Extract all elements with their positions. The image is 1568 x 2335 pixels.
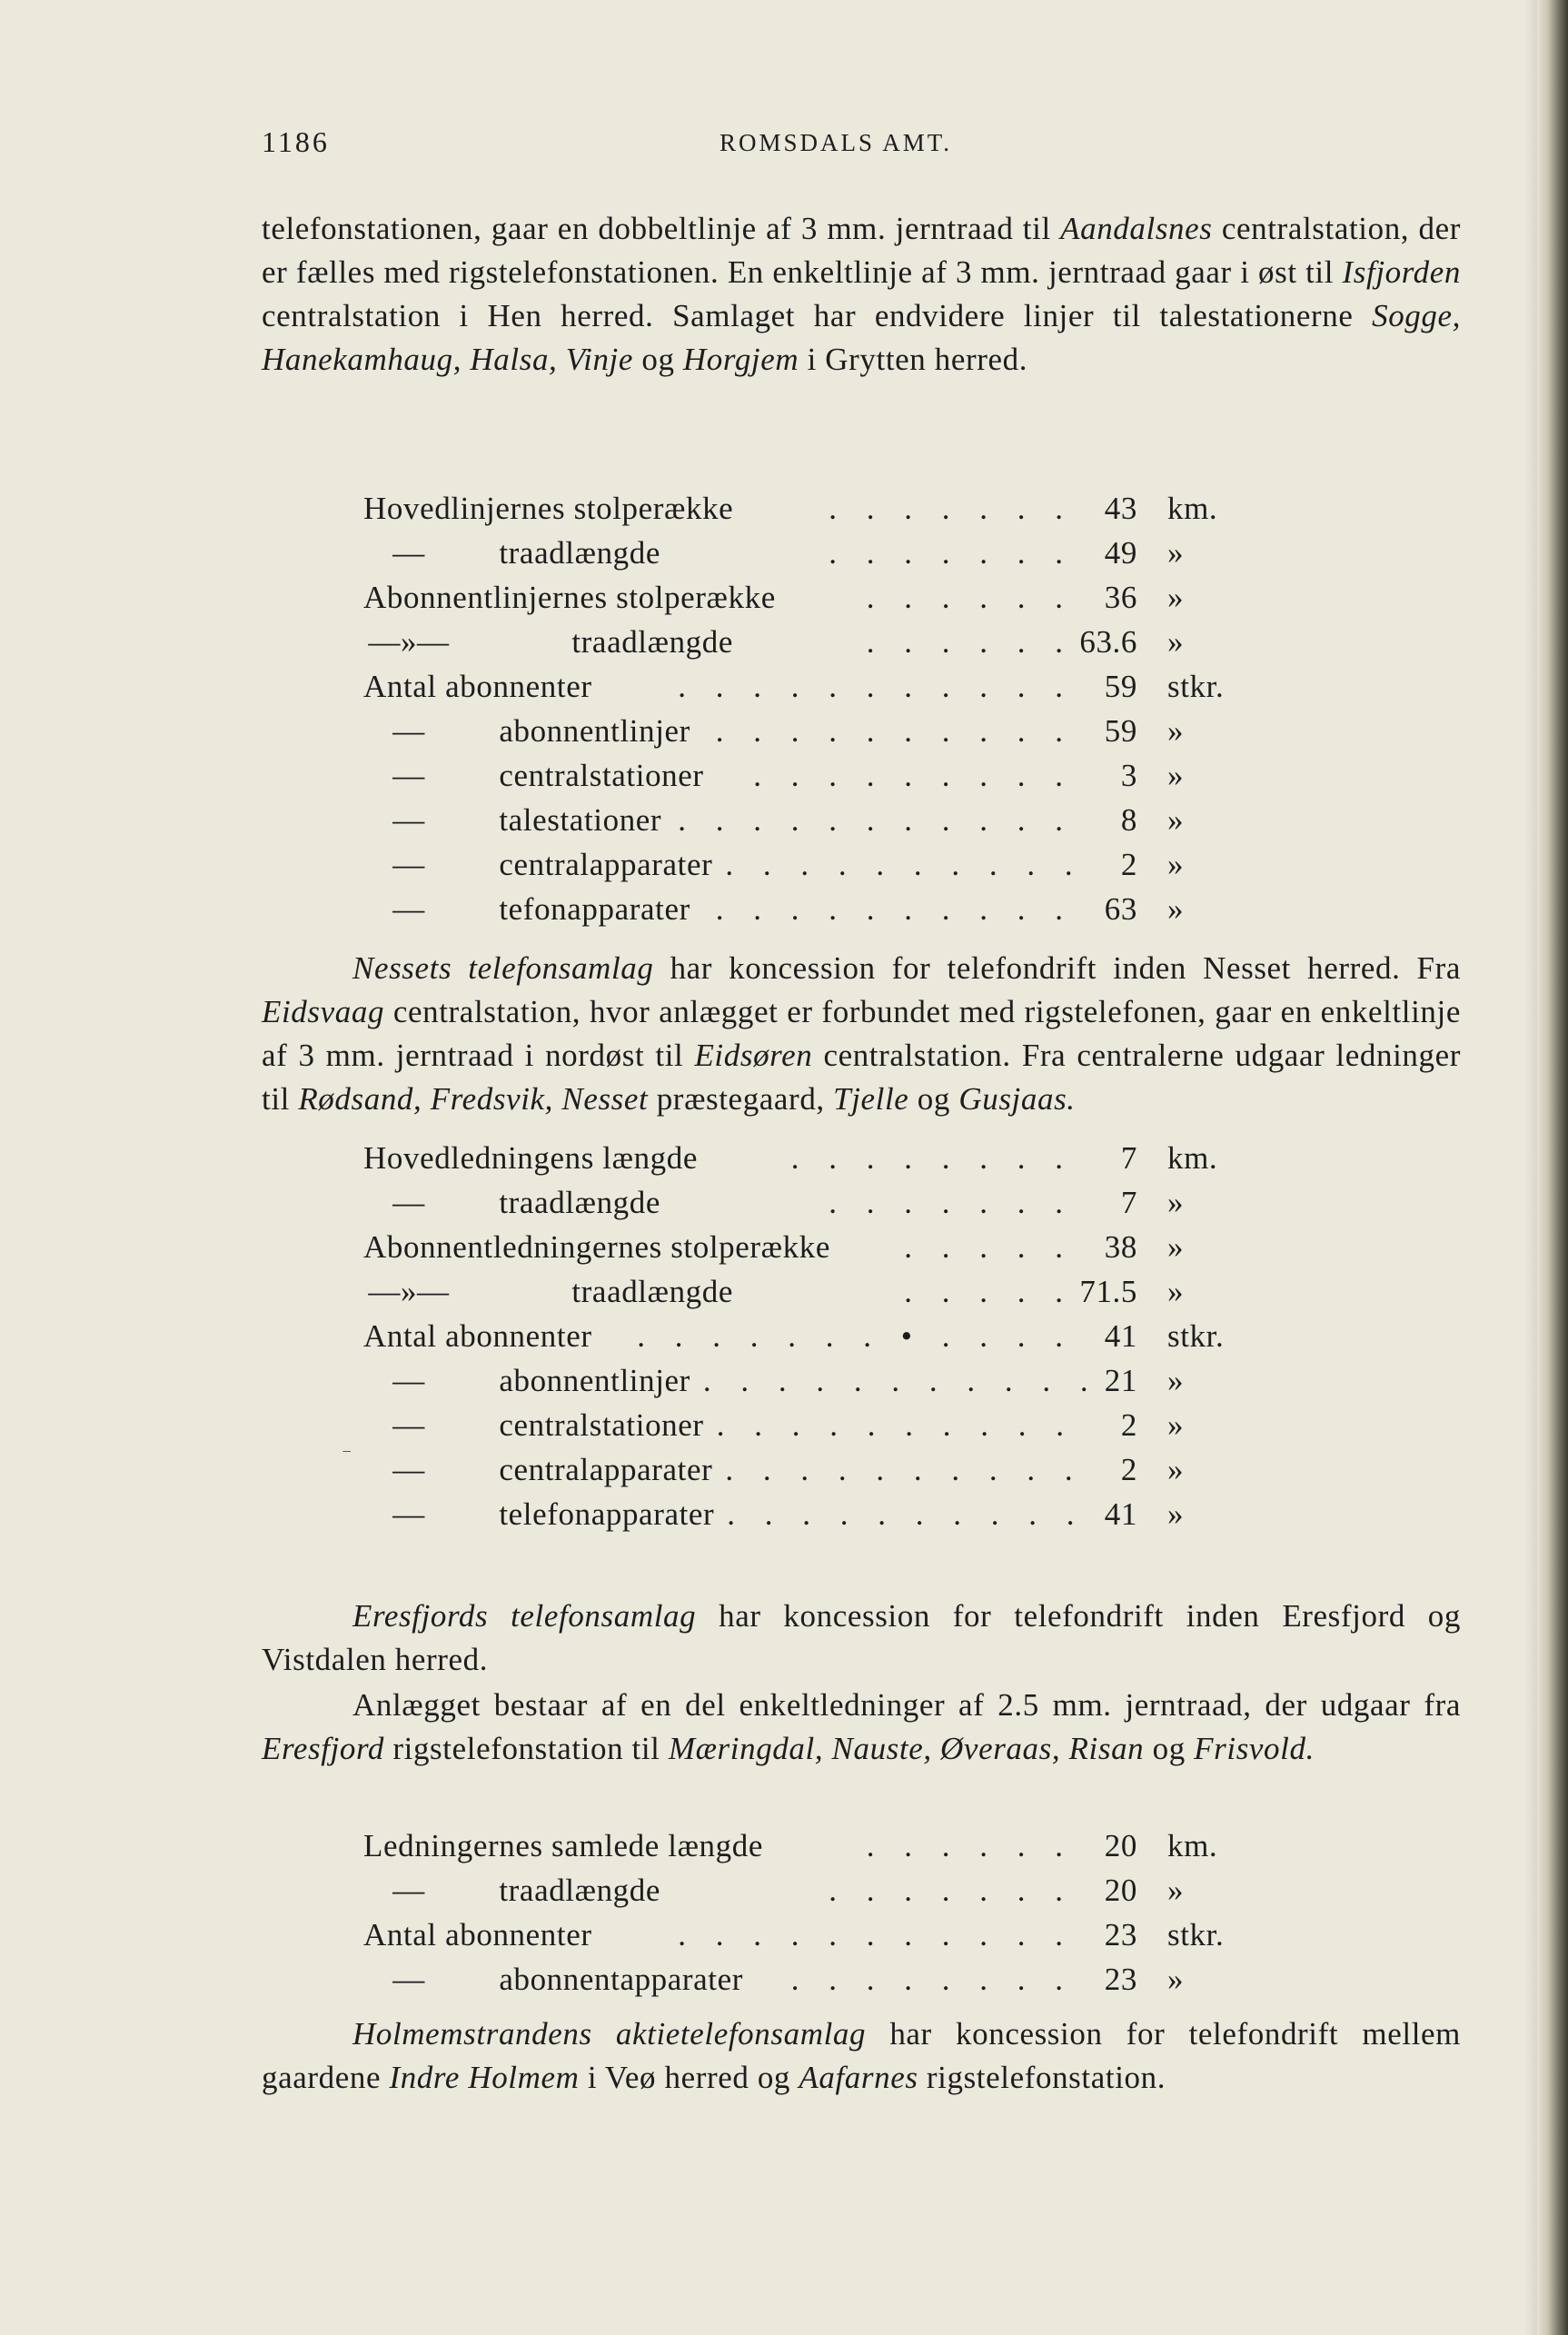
row-label-text: traadlængde: [491, 535, 661, 571]
row-label: [363, 1140, 698, 1177]
row-label-text: centralstationer: [491, 1407, 704, 1443]
row-label-text: tefonapparater: [491, 891, 690, 927]
table-row: [363, 1407, 1408, 1452]
row-value: 63: [1104, 891, 1137, 927]
row-label-text: centralstationer: [491, 758, 704, 793]
row-value: 2: [1120, 1452, 1137, 1487]
leader-dots: . . . . .: [904, 1229, 1074, 1265]
row-value: 41: [1104, 1496, 1137, 1532]
ditto-mark: —: [392, 1496, 425, 1532]
row-label: [363, 1962, 743, 1998]
row-label: [363, 1229, 830, 1266]
row-unit: »: [1167, 713, 1185, 749]
italic-name: Nessets telefonsamlag: [352, 950, 654, 986]
row-unit: stkr.: [1167, 669, 1225, 704]
running-title: ROMSDALS AMT.: [719, 129, 953, 156]
row-label: [363, 669, 592, 705]
leader-dots: . . . . . .: [866, 580, 1074, 615]
row-label: [363, 758, 704, 794]
table-eresfjord-stats: [363, 1828, 1408, 2006]
table-row: [363, 535, 1408, 580]
leader-dots: . . . . . . . . . . .: [702, 1363, 1099, 1398]
row-unit: »: [1167, 802, 1185, 838]
italic-name: Eidsvaag: [262, 994, 385, 1029]
row-value: 2: [1120, 847, 1137, 882]
row-unit: stkr.: [1167, 1318, 1225, 1354]
row-value: 7: [1120, 1185, 1137, 1220]
row-value: 23: [1104, 1917, 1137, 1952]
row-label-text: telefonapparater: [491, 1496, 715, 1532]
italic-name: Holmemstrandens aktietelefonsamlag: [352, 2016, 867, 2052]
leader-dots: . . . . . . . . . . .: [678, 802, 1074, 838]
page-header: [262, 125, 1461, 171]
row-value: 2: [1120, 1407, 1137, 1443]
row-label-text: Hovedlinjernes stolperække: [363, 491, 734, 526]
row-value: 38: [1104, 1229, 1137, 1265]
table-row: [363, 1185, 1408, 1229]
row-value: 8: [1120, 802, 1137, 838]
row-unit: »: [1167, 1407, 1185, 1443]
row-label: [363, 1917, 592, 1953]
row-value: 23: [1104, 1962, 1137, 1997]
row-label: [363, 624, 733, 661]
table-row: [363, 1318, 1408, 1363]
page-edge: [1537, 0, 1568, 2335]
leader-dots: . . . . .: [904, 1274, 1074, 1309]
row-value: 36: [1104, 580, 1137, 615]
text-run: og: [633, 342, 683, 377]
row-label-text: traadlængde: [491, 1873, 661, 1908]
row-value: 63.6: [1079, 624, 1137, 660]
leader-dots: . . . . . . . . .: [753, 758, 1074, 793]
italic-name: Isfjorden: [1342, 254, 1461, 290]
row-label: [363, 535, 660, 571]
table-row: [363, 1229, 1408, 1274]
leader-dots: . . . . . .: [866, 1828, 1074, 1863]
row-unit: stkr.: [1167, 1917, 1225, 1952]
row-value: 59: [1104, 669, 1137, 704]
row-value: 59: [1104, 713, 1137, 749]
leader-dots: . . . . . . . . . .: [715, 891, 1074, 927]
row-unit: »: [1167, 758, 1185, 793]
leader-dots: . . . . . . . . . . .: [678, 669, 1074, 704]
row-value: 20: [1104, 1873, 1137, 1908]
row-label-text: Abonnentledningernes stolperække: [363, 1229, 830, 1265]
table-row: [363, 624, 1408, 669]
text-run: centralstation. Fra centralerne udgaar ledninger til: [262, 1038, 1462, 1117]
ditto-mark: —: [392, 847, 425, 882]
ditto-mark: —: [392, 1873, 425, 1908]
leader-dots: . . . . . .: [866, 624, 1074, 660]
italic-name: Eidsøren: [694, 1038, 813, 1073]
row-label: [363, 1496, 714, 1533]
paragraph-eresfjord: [262, 1595, 1461, 1682]
row-label: [363, 802, 661, 839]
paragraph-holmemstrand: [262, 2012, 1461, 2100]
row-unit: »: [1167, 535, 1185, 571]
row-value: 41: [1104, 1318, 1137, 1354]
row-label: [363, 1407, 704, 1444]
row-value: 49: [1104, 535, 1137, 571]
row-value: 7: [1120, 1140, 1137, 1176]
italic-name: Aafarnes: [799, 2060, 918, 2095]
row-value: 43: [1104, 491, 1137, 526]
italic-name: Tjelle: [833, 1081, 909, 1117]
row-label: [363, 891, 690, 928]
row-label: [363, 1318, 592, 1355]
ditto-mark: —»—: [368, 1274, 450, 1309]
row-label: [363, 1452, 712, 1488]
row-label-text: abonnentlinjer: [491, 1363, 690, 1398]
table-row: [363, 1917, 1408, 1962]
row-label: [363, 1828, 763, 1864]
leader-dots: . . . . . . . .: [790, 1140, 1074, 1176]
table-row: [363, 491, 1408, 535]
table-row: [363, 669, 1408, 713]
paragraph-nesset: [262, 947, 1461, 1121]
leader-dots: . . . . . . . . . .: [716, 1407, 1075, 1443]
text-run: rigstelefonstation til: [384, 1731, 669, 1766]
row-label-text: Antal abonnenter: [363, 1318, 592, 1354]
row-unit: »: [1167, 891, 1185, 927]
ditto-mark: —: [392, 1363, 425, 1398]
row-label-text: abonnentapparater: [491, 1962, 744, 1997]
row-label: [363, 713, 690, 750]
row-value: 3: [1120, 758, 1137, 793]
row-unit: km.: [1167, 1140, 1218, 1176]
italic-name: Horgjem: [682, 342, 799, 377]
row-label: [363, 1363, 690, 1399]
row-label: [363, 1873, 660, 1909]
table-row: [363, 758, 1408, 802]
row-value: 21: [1104, 1363, 1137, 1398]
table-row: [363, 580, 1408, 624]
table-romsdal-stats: [363, 491, 1408, 936]
leader-dots: . . . . . . .: [829, 535, 1074, 571]
text-run: i Grytten herred.: [799, 342, 1028, 377]
row-label-text: Abonnentlinjernes stolperække: [363, 580, 776, 615]
row-unit: »: [1167, 1185, 1185, 1220]
row-label: [363, 491, 733, 527]
table-row: [363, 1828, 1408, 1873]
row-value: 20: [1104, 1828, 1137, 1863]
row-label-text: Antal abonnenter: [363, 669, 592, 704]
leader-dots: . . . . . . . . . . .: [678, 1917, 1074, 1952]
text-run: har koncession for telefondrift inden Eresfjord og Vistdalen herred.: [262, 1598, 1461, 1677]
ditto-mark: —: [392, 1185, 425, 1220]
table-row: [363, 1452, 1408, 1496]
leader-dots: . . . . . . .: [829, 1873, 1074, 1908]
ditto-mark: —: [392, 1452, 425, 1487]
row-unit: »: [1167, 1274, 1185, 1309]
ditto-mark: —: [392, 891, 425, 927]
ditto-mark: —: [392, 713, 425, 749]
row-unit: km.: [1167, 1828, 1218, 1863]
row-label-text: centralapparater: [491, 847, 713, 882]
row-label: [363, 1274, 733, 1310]
text-run: centralstation, der er fælles med rigstelefonstationen. En enkeltlinje af 3 mm. jerntraad gaar i øst til: [262, 211, 1461, 290]
table-row: [363, 891, 1408, 936]
row-unit: »: [1167, 1363, 1185, 1398]
leader-dots: . . . . . . . . . .: [725, 1452, 1084, 1487]
row-label: [363, 580, 776, 616]
text-run: præstegaard,: [648, 1081, 834, 1117]
row-unit: »: [1167, 1962, 1185, 1997]
text-run: rigstelefonstation.: [918, 2060, 1166, 2095]
page-number: 1186: [262, 125, 330, 158]
italic-name: Frisvold.: [1194, 1731, 1315, 1766]
row-unit: »: [1167, 1496, 1185, 1532]
table-row: [363, 1496, 1408, 1541]
row-label-text: traadlængde: [563, 624, 734, 660]
ditto-mark: —: [392, 535, 425, 571]
text-run: har koncession for telefondrift inden Nesset herred. Fra: [653, 950, 1461, 986]
row-unit: km.: [1167, 491, 1218, 526]
table-row: [363, 802, 1408, 847]
italic-name: Eresfjords telefonsamlag: [352, 1598, 697, 1634]
italic-name: Mæringdal, Nauste, Øveraas, Risan: [668, 1731, 1145, 1766]
text-run: har koncession for telefondrift mellem gaardene: [262, 2016, 1461, 2095]
ditto-mark: —»—: [368, 624, 450, 660]
row-unit: »: [1167, 1452, 1185, 1487]
print-speck: ‾: [343, 1449, 351, 1472]
table-row: [363, 1140, 1408, 1185]
ditto-mark: —: [392, 1407, 425, 1443]
leader-dots: . . . . . . . . . .: [725, 847, 1084, 882]
leader-dots: . . . . . . . • . . . .: [637, 1318, 1074, 1354]
row-label-text: abonnentlinjer: [491, 713, 690, 749]
row-label-text: talestationer: [491, 802, 662, 838]
leader-dots: . . . . . . . . . .: [715, 713, 1074, 749]
table-row: [363, 713, 1408, 758]
italic-name: Sogge, Hanekamhaug, Halsa, Vinje: [262, 298, 1461, 377]
table-row: [363, 1274, 1408, 1318]
table-row: [363, 1873, 1408, 1917]
table-nesset-stats: [363, 1140, 1408, 1541]
ditto-mark: —: [392, 802, 425, 838]
text-run: Anlægget bestaar af en del enkeltledninger af 2.5 mm. jerntraad, der udgaar fra: [352, 1687, 1461, 1723]
text-run: centralstation, hvor anlægget er forbundet med rigstelefonen, gaar en enkeltlinje af 3 mm. jerntraad i nordøst til: [262, 994, 1461, 1073]
leader-dots: . . . . . . . .: [790, 1962, 1074, 1997]
paragraph-eresfjord-anlaeg: [262, 1684, 1461, 1771]
row-label-text: traadlængde: [491, 1185, 661, 1220]
text-run: og: [1144, 1731, 1195, 1766]
row-label: [363, 1185, 660, 1221]
leader-dots: . . . . . . .: [829, 1185, 1074, 1220]
table-row: [363, 1962, 1408, 2006]
italic-name: Aandalsnes: [1060, 211, 1213, 246]
row-label-text: traadlængde: [563, 1274, 734, 1309]
row-unit: »: [1167, 1229, 1185, 1265]
italic-name: Gusjaas.: [958, 1081, 1076, 1117]
row-label: [363, 847, 712, 883]
paragraph-1: [262, 207, 1461, 382]
table-row: [363, 1363, 1408, 1407]
ditto-mark: —: [392, 758, 425, 793]
row-unit: »: [1167, 1873, 1185, 1908]
text-run: centralstation i Hen herred. Samlaget har endvidere linjer til talestationerne: [262, 298, 1373, 333]
italic-name: Eresfjord: [262, 1731, 385, 1766]
row-unit: »: [1167, 624, 1185, 660]
text-run: telefonstationen, gaar en dobbeltlinje af 3 mm. jerntraad til: [262, 211, 1061, 246]
row-value: 71.5: [1079, 1274, 1137, 1309]
text-run: og: [908, 1081, 959, 1117]
text-run: i Veø herred og: [579, 2060, 799, 2095]
row-label-text: centralapparater: [491, 1452, 713, 1487]
row-label-text: Antal abonnenter: [363, 1917, 592, 1952]
italic-name: Indre Holmem: [389, 2060, 580, 2095]
row-label-text: Ledningernes samlede længde: [363, 1828, 763, 1863]
leader-dots: . . . . . . . . . .: [727, 1496, 1086, 1532]
row-label-text: Hovedledningens længde: [363, 1140, 699, 1176]
page-edge-shadow: [1524, 0, 1537, 2335]
leader-dots: . . . . . . .: [829, 491, 1074, 526]
row-unit: »: [1167, 580, 1185, 615]
row-unit: »: [1167, 847, 1185, 882]
italic-name: Rødsand, Fredsvik, Nesset: [298, 1081, 649, 1117]
ditto-mark: —: [392, 1962, 425, 1997]
table-row: [363, 847, 1408, 891]
